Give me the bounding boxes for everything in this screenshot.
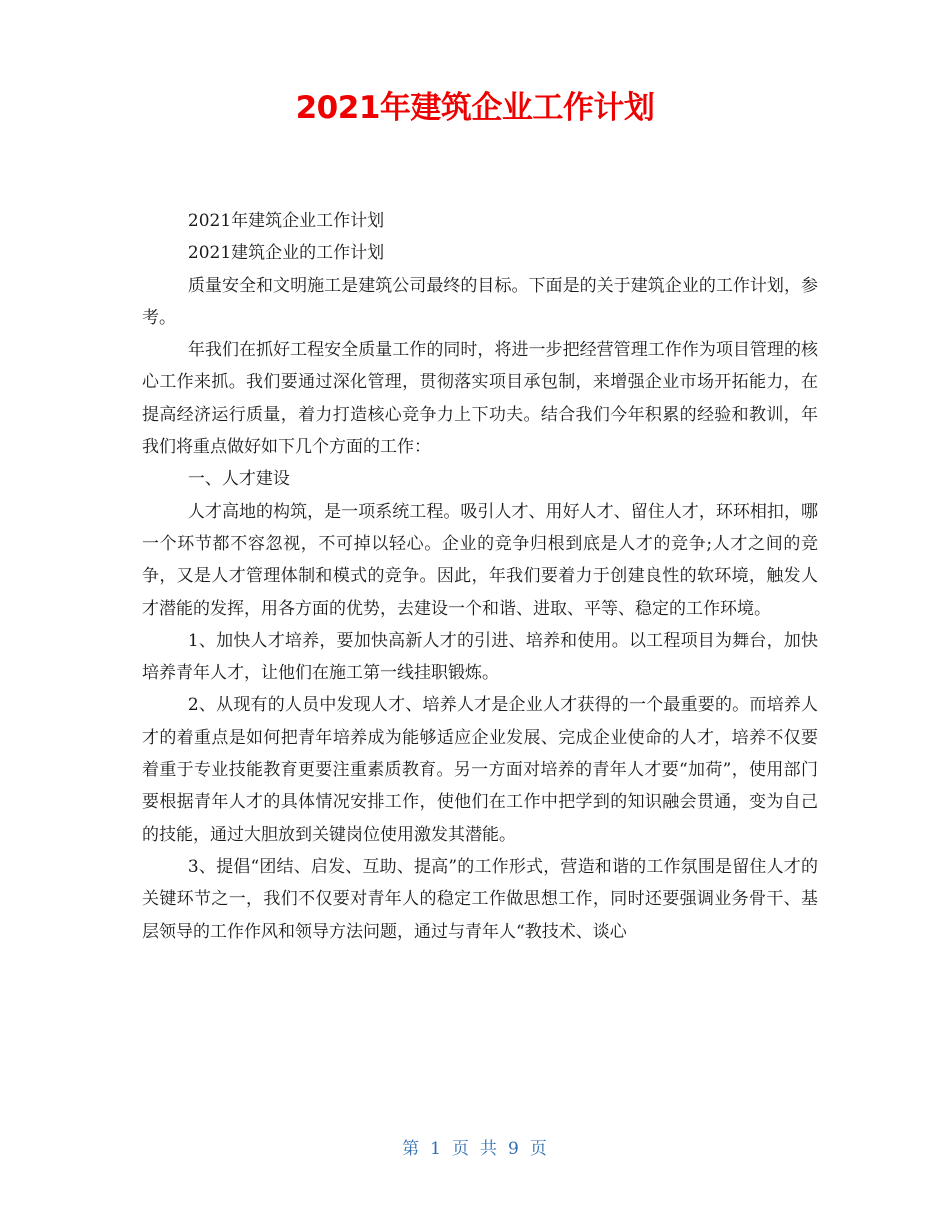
- footer-middle: 页: [452, 1139, 470, 1159]
- paragraph: 1、加快人才培养，要加快高新人才的引进、培养和使用。以工程项目为舞台，加快培养青年人才，让他们在施工第一线挂职锻炼。: [142, 630, 818, 684]
- page-total: 9: [508, 1139, 520, 1159]
- paragraph: 3、提倡“团结、启发、互助、提高”的工作形式，营造和谐的工作氛围是留住人才的关键环节之一，我们不仅要对青年人的稳定工作做思想工作，同时还要强调业务骨干、基层领导的工作作风和领导方法问题，通过与青年人“教技术、谈心: [142, 856, 818, 942]
- paragraph: 质量安全和文明施工是建筑公司最终的目标。下面是的关于建筑企业的工作计划，参考。: [142, 275, 818, 328]
- footer-prefix: 第: [402, 1139, 421, 1159]
- paragraph: 2、从现有的人员中发现人才、培养人才是企业人才获得的一个最重要的。而培养人才的着重点是如何把青年培养成为能够适应企业发展、完成企业使命的人才，培养不仅要着重于专业技能教育更要注重素质教育。另一方面对培养的青年人才要“加荷”，使用部门要根据青年人才的具体情况安排工作，使他们在工作中把学到的知识融会贯通，变为自己的技能，通过大胆放到关键岗位使用激发其潜能。: [142, 695, 818, 845]
- paragraph: 年我们在抓好工程安全质量工作的同时，将进一步把经营管理工作作为项目管理的核心工作来抓。我们要通过深化管理，贯彻落实项目承包制，来增强企业市场开拓能力，在提高经济运行质量，着力打造核心竞争力上下功夫。结合我们今年积累的经验和教训，年我们将重点做好如下几个方面的工作：: [142, 340, 818, 458]
- document-body: [142, 205, 818, 948]
- page-number: 1: [430, 1139, 442, 1159]
- paragraph: 2021年建筑企业工作计划: [187, 211, 385, 231]
- footer-suffix: 页: [529, 1139, 548, 1159]
- section-heading: 一、人才建设: [187, 469, 290, 490]
- paragraph: 人才高地的构筑，是一项系统工程。吸引人才、用好人才、留住人才，环环相扣，哪一个环节都不容忽视，不可掉以轻心。企业的竞争归根到底是人才的竞争;人才之间的竞争，又是人才管理体制和模式的竞争。因此，年我们要着力于创建良性的软环境，触发人才潜能的发挥，用各方面的优势，去建设一个和谐、进取、平等、稳定的工作环境。: [142, 501, 818, 619]
- footer-total-label: 共: [480, 1139, 498, 1159]
- page-footer: [0, 1134, 950, 1159]
- document-title: 2021年建筑企业工作计划: [295, 90, 655, 126]
- paragraph: 2021建筑企业的工作计划: [187, 243, 385, 264]
